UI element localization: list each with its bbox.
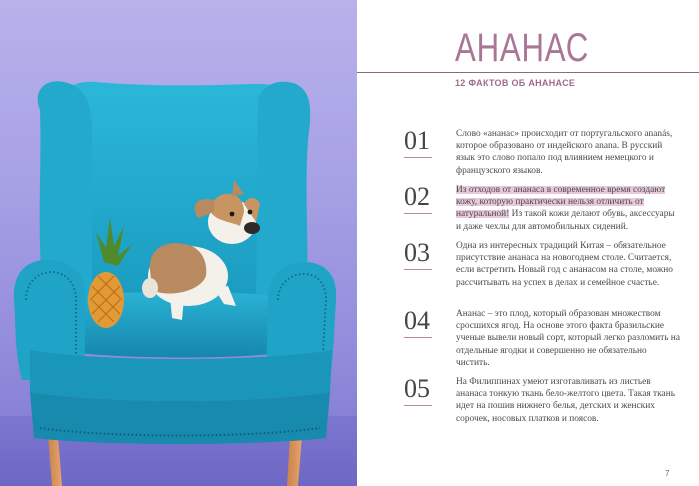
page-title: АНАНАС <box>455 26 590 70</box>
fact-number-rule <box>404 337 432 338</box>
fact-text-rest: Из такой кожи делают обувь, аксессуары и даже чехлы для автомобильных сидений. <box>456 209 675 232</box>
fact-number: 03 <box>404 238 430 267</box>
fact-number-rule <box>404 213 432 214</box>
chair-leg-left <box>48 436 62 486</box>
fact-text: На Филиппинах умеют изготавливать из листьев ананаса тонкую ткань бело-желтого цвета. Такая ткань идет на пошив нижнего белья, детских и женских сорочек, носовых платков и поясов. <box>456 377 675 424</box>
fact-text: Ананас – это плод, который образован множеством сросшихся ягод. На основе этого факта бразильские ученые вывели новый сорт, который легко разломить на отдельные ягодки и совершенно не обязательно чистить. <box>456 309 680 368</box>
fact-text: Одна из интересных традиций Китая – обязательное присутствие ананаса на новогоднем столе. Считается, если встретить Новый год с ананасом на столе, можно рассчитывать на успех в делах и семейное счастье. <box>456 241 673 288</box>
highlighted-text: Из отходов от ананаса в современное время создают кожу, которую практически нельзя отличить от натуральной! <box>456 185 666 220</box>
fact-text: Слово «ананас» происходит от португальского ananás, которое образовано от индейского anana. В русский язык это слово попало под влиянием немецкого и французского языков. <box>456 129 673 176</box>
fact-number: 05 <box>404 374 430 403</box>
chair-leg-right <box>287 436 302 486</box>
chair-front <box>30 350 332 401</box>
fact-number: 04 <box>404 306 430 335</box>
fact-number: 02 <box>404 182 430 211</box>
page-subtitle: 12 ФАКТОВ ОБ АНАНАСЕ <box>455 78 576 88</box>
fact-number-rule <box>404 269 432 270</box>
fact-text <box>456 184 682 233</box>
page-number: 7 <box>665 469 670 478</box>
fact-number-rule <box>404 157 432 158</box>
fact-number: 01 <box>404 126 430 155</box>
fact-number-rule <box>404 405 432 406</box>
title-rule <box>357 72 699 73</box>
